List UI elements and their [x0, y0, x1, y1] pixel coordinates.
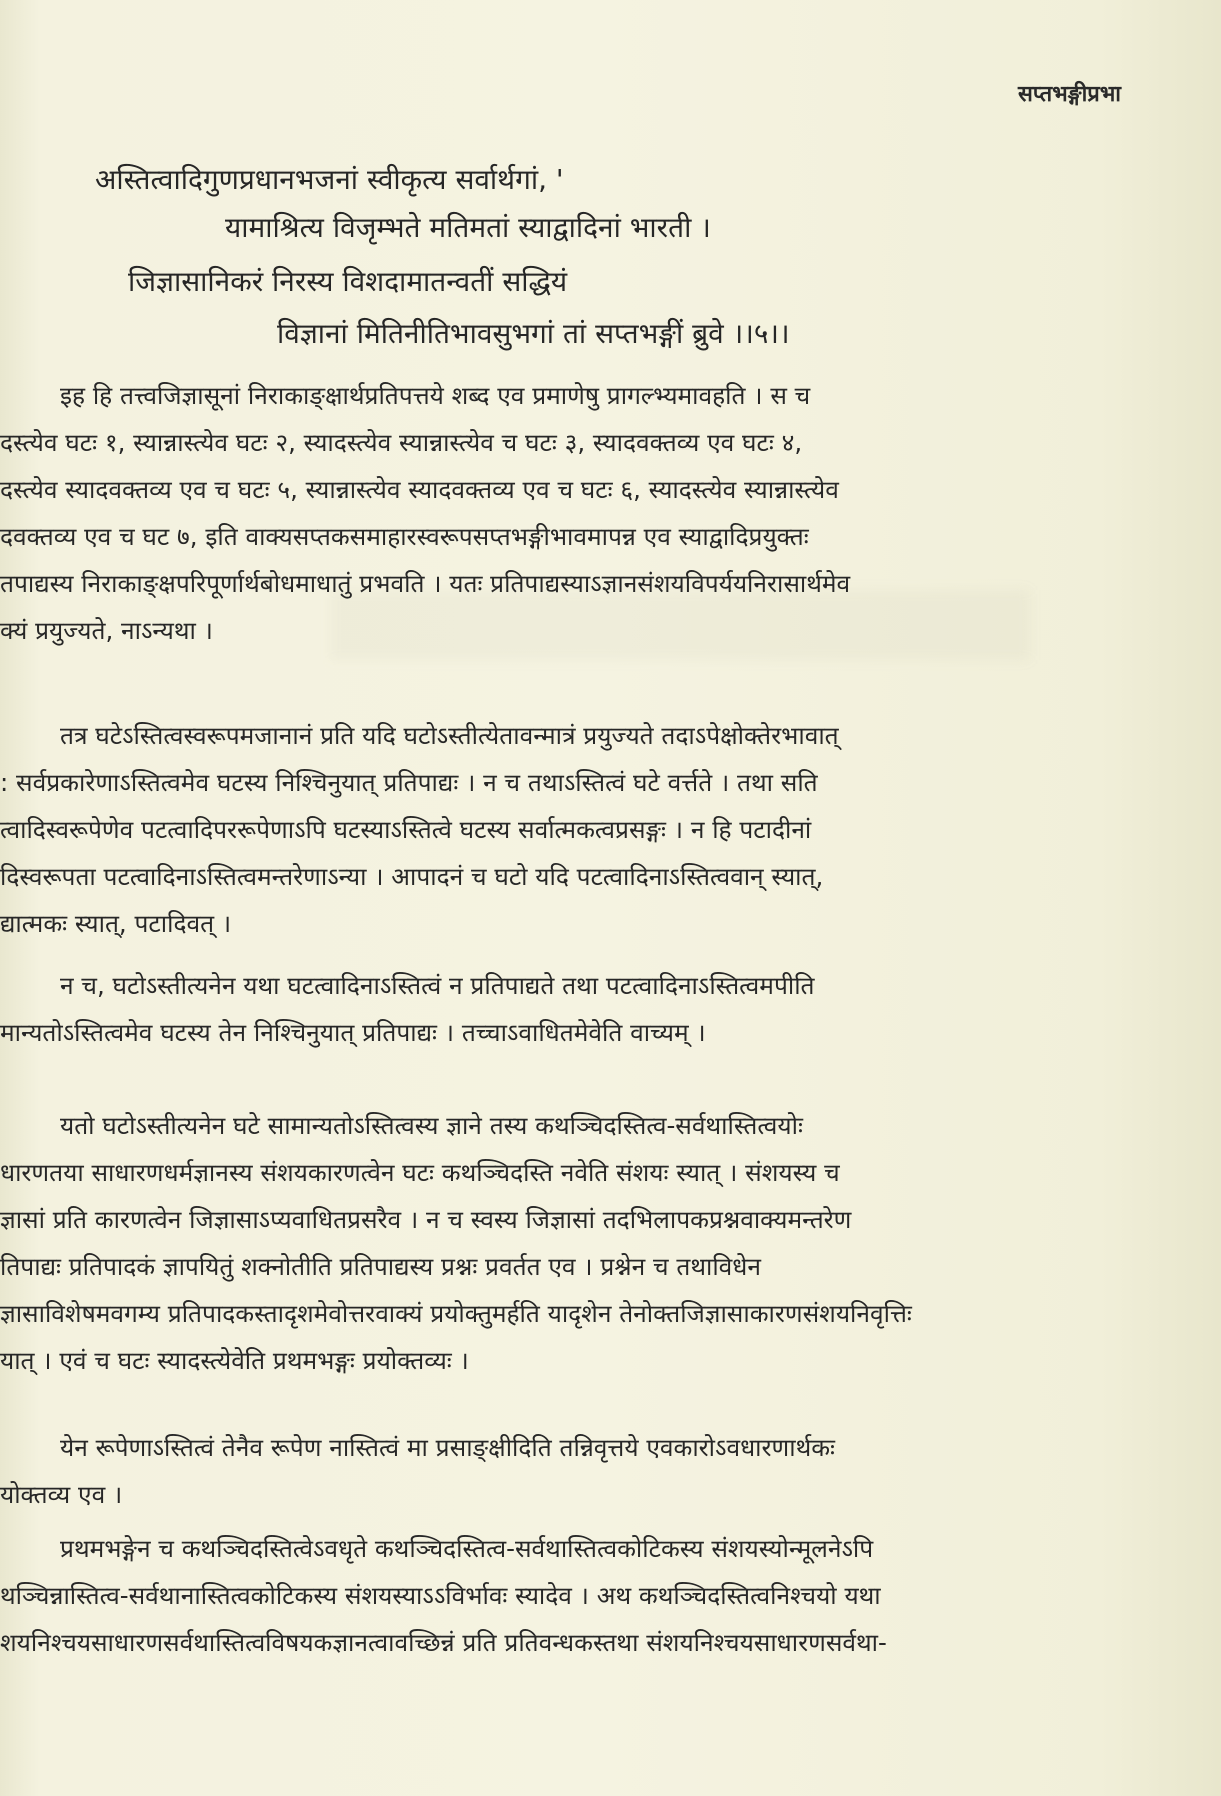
- paragraph-line: येन रूपेणाऽस्तित्वं तेनैव रूपेण नास्तित्वं मा प्रसाङ्क्षीदिति तन्निवृत्तये एवकारोऽवधारणार्थकः: [60, 1433, 836, 1462]
- paragraph-3: [0, 962, 1135, 1056]
- verse-line-1: अस्तित्वादिगुणप्रधानभजनां स्वीकृत्य सर्वार्थगां, ': [95, 163, 564, 196]
- paragraph-line: दस्त्येव स्यादवक्तव्य एव च घटः ५, स्यान्नास्त्येव स्यादवक्तव्य एव च घटः ६, स्यादस्त्येव स्यान्नास्त्येव: [0, 475, 839, 504]
- paragraph-line: : सर्वप्रकारेणाऽस्तित्वमेव घटस्य निश्चिनुयात् प्रतिपाद्यः । न च तथाऽस्तित्वं घटे वर्त्तते । तथा सति: [0, 768, 818, 797]
- verse-line-2: यामाश्रित्य विजृम्भते मतिमतां स्याद्वादिनां भारती ।: [225, 211, 711, 244]
- paragraph-line: त्वादिस्वरूपेणेव पटत्वादिपररूपेणाऽपि घटस्याऽस्तित्वे घटस्य सर्वात्मकत्वप्रसङ्गः । न हि पटादीनां: [0, 815, 812, 844]
- paragraph-line: तपाद्यस्य निराकाङ्क्षपरिपूर्णार्थबोधमाधातुं प्रभवति । यतः प्रतिपाद्यस्याऽज्ञानसंशयविपर्ययनिरासार्थमेव: [0, 569, 851, 598]
- paragraph-line: द्यात्मकः स्यात्, पटादिवत् ।: [0, 909, 232, 938]
- paragraph-line: ज्ञासां प्रति कारणत्वेन जिज्ञासाऽप्यवाधितप्रसरैव । न च स्वस्य जिज्ञासां तदभिलापकप्रश्नवाक्यमन्तरेण: [0, 1205, 852, 1234]
- paragraph-line: योक्तव्य एव ।: [0, 1480, 123, 1509]
- paragraph-4: [0, 1102, 1135, 1384]
- verse-line-3: जिज्ञासानिकरं निरस्य विशदामातन्वतीं सद्धियं: [128, 265, 568, 298]
- paragraph-line: तिपाद्यः प्रतिपादकं ज्ञापयितुं शक्नोतीति प्रतिपाद्यस्य प्रश्नः प्रवर्तत एव । प्रश्नेन च तथाविधेन: [0, 1252, 761, 1281]
- paragraph-line: धारणतया साधारणधर्मज्ञानस्य संशयकारणत्वेन घटः कथञ्चिदस्ति नवेति संशयः स्यात् । संशयस्य च: [0, 1158, 840, 1187]
- paragraph-line: इह हि तत्त्वजिज्ञासूनां निराकाङ्क्षार्थप्रतिपत्तये शब्द एव प्रमाणेषु प्रागल्भ्यमावहति । स च: [60, 381, 811, 410]
- paragraph-line: क्यं प्रयुज्यते, नाऽन्यथा ।: [0, 616, 213, 645]
- paragraph-line: मान्यतोऽस्तित्वमेव घटस्य तेन निश्चिनुयात् प्रतिपाद्यः । तच्चाऽवाधितमेवेति वाच्यम् ।: [0, 1018, 706, 1047]
- paragraph-1: [0, 372, 1135, 654]
- paragraph-line: थञ्चिन्नास्तित्व-सर्वथानास्तित्वकोटिकस्य संशयस्याऽऽविर्भावः स्यादेव । अथ कथञ्चिदस्तित्वनिश्चयो यथा: [0, 1581, 881, 1610]
- paragraph-line: दस्त्येव घटः १, स्यान्नास्त्येव घटः २, स्यादस्त्येव स्यान्नास्त्येव च घटः ३, स्यादवक्तव्य एव घटः ४,: [0, 428, 803, 457]
- paragraph-line: शयनिश्चयसाधारणसर्वथास्तित्वविषयकज्ञानत्वावच्छिन्नं प्रति प्रतिवन्धकस्तथा संशयनिश्चयसाधारणसर्वथा-: [0, 1628, 887, 1657]
- paragraph-line: दिस्वरूपता पटत्वादिनाऽस्तित्वमन्तरेणाऽन्या । आपादनं च घटो यदि पटत्वादिनाऽस्तित्ववान् स्यात्,: [0, 862, 824, 891]
- paragraph-line: दवक्तव्य एव च घट ७, इति वाक्यसप्तकसमाहारस्वरूपसप्तभङ्गीभावमापन्न एव स्याद्वादिप्रयुक्तः: [0, 522, 809, 551]
- paragraph-line: न च, घटोऽस्तीत्यनेन यथा घटत्वादिनाऽस्तित्वं न प्रतिपाद्यते तथा पटत्वादिनाऽस्तित्वमपीति: [60, 971, 815, 1000]
- paragraph-line: यात् । एवं च घटः स्यादस्त्येवेति प्रथमभङ्गः प्रयोक्तव्यः ।: [0, 1346, 469, 1375]
- paragraph-line: तत्र घटेऽस्तित्वस्वरूपमजानानं प्रति यदि घटोऽस्तीत्येतावन्मात्रं प्रयुज्यते तदाऽपेक्षोक्तेरभावात्: [60, 721, 839, 750]
- verse-line-4: विज्ञानां मितिनीतिभावसुभगां तां सप्तभङ्गीं ब्रुवे ।।५।।: [277, 317, 790, 350]
- running-head: सप्तभङ्गीप्रभा: [1018, 82, 1121, 107]
- paragraph-6: [0, 1525, 1135, 1666]
- paragraph-line: ज्ञासाविशेषमवगम्य प्रतिपादकस्तादृशमेवोत्तरवाक्यं प्रयोक्तुमर्हति यादृशेन तेनोक्तजिज्ञासाकारणसंशयनिवृत्तिः: [0, 1299, 912, 1328]
- paragraph-line: प्रथमभङ्गेन च कथञ्चिदस्तित्वेऽवधृते कथञ्चिदस्तित्व-सर्वथास्तित्वकोटिकस्य संशयस्योन्मूलनेऽपि: [60, 1534, 874, 1563]
- paragraph-2: [0, 712, 1135, 947]
- paragraph-5: [0, 1424, 1135, 1518]
- paragraph-line: यतो घटोऽस्तीत्यनेन घटे सामान्यतोऽस्तित्वस्य ज्ञाने तस्य कथञ्चिदस्तित्व-सर्वथास्तित्वयोः: [60, 1111, 803, 1140]
